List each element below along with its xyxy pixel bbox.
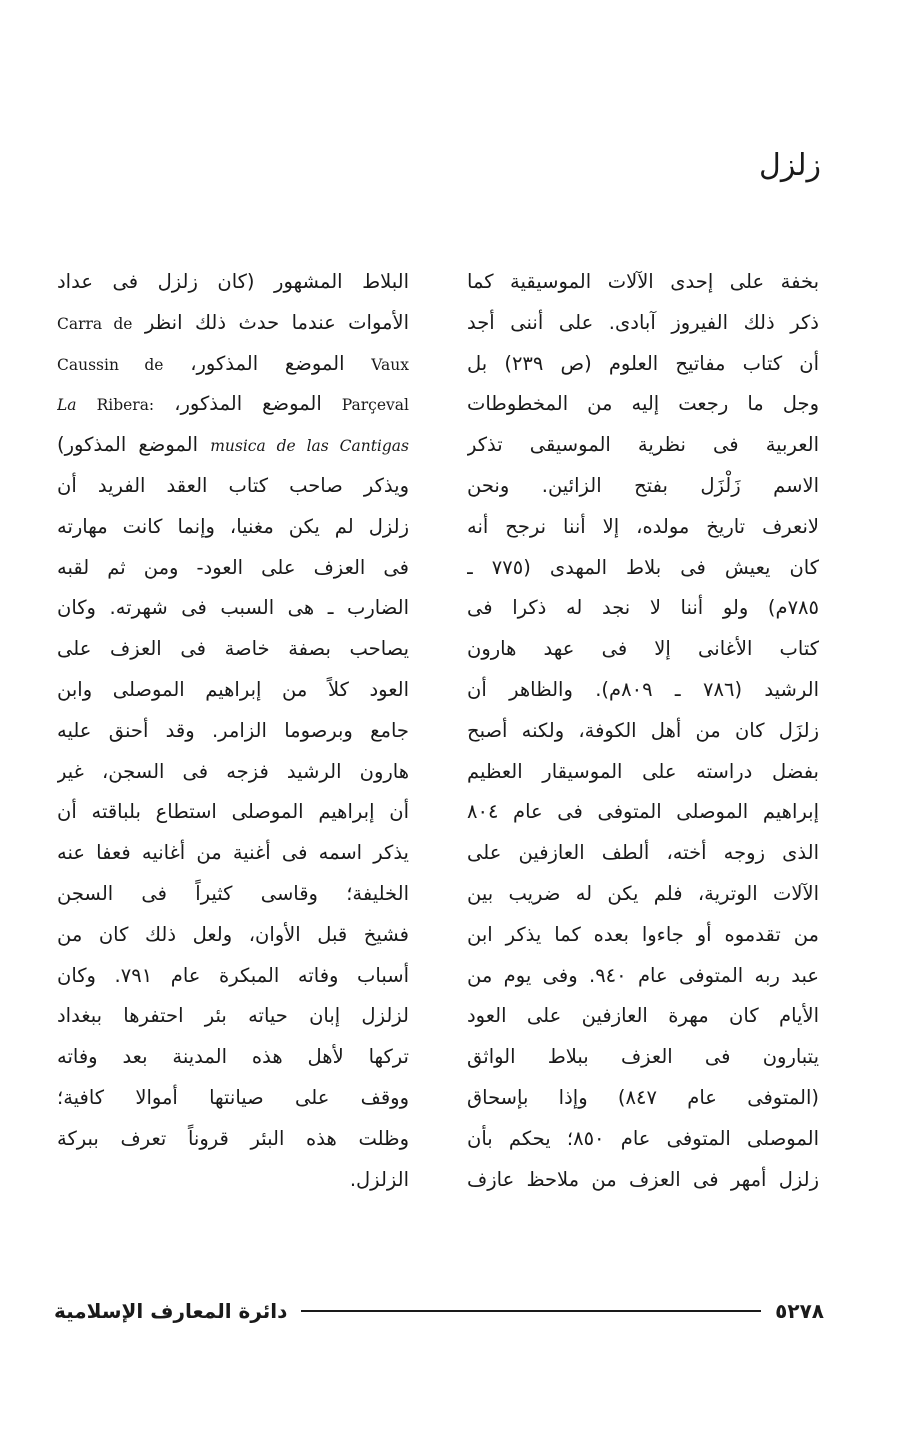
text-line: ٧٨٥م) ولو أننا لا نجد له ذكرا فى (467, 596, 819, 620)
text-line: ووقف على صيانتها أموالا كافية؛ (57, 1085, 409, 1109)
text-line-mixed (57, 425, 409, 466)
latin-citation: Parçeval (341, 396, 409, 415)
text-line: كان يعيش فى بلاط المهدى (٧٧٥ ـ (467, 555, 819, 579)
text-line: ويذكر صاحب كتاب العقد الفريد أن (57, 473, 409, 497)
latin-citation: Ribera: (96, 396, 155, 415)
text-line: تركها لأهل هذه المدينة بعد وفاته (57, 1045, 409, 1069)
page-title: زلزل (759, 148, 821, 183)
text-line: بفضل دراسته على الموسيقار العظيم (467, 759, 819, 783)
latin-citation: Carra de (57, 314, 133, 333)
publication-title: دائرة المعارف الإسلامية (54, 1299, 288, 1323)
arabic-text: الموضع المذكور، (190, 351, 345, 375)
text-line: أن إبراهيم الموصلى استطاع بلباقته أن (57, 800, 409, 824)
text-line: لانعرف تاريخ مولده، إلا أننا نرجح أنه (467, 514, 819, 538)
latin-citation: La (57, 396, 77, 415)
text-line: (المتوفى عام ٨٤٧) وإذا بإسحاق (467, 1085, 819, 1109)
latin-citation: Vaux (371, 355, 409, 374)
text-line: زلزَل كان من أهل الكوفة، ولكنه أصبح (467, 718, 819, 742)
text-line-final: الزلزل. (349, 1167, 409, 1191)
text-line: الرشيد (٧٨٦ ـ ٨٠٩م). والظاهر أن (467, 677, 819, 701)
text-line: لزلزل إبان حياته بئر احتفرها ببغداد (57, 1004, 409, 1028)
text-line: جامع وبرصوما الزامر. وقد أحنق عليه (57, 718, 409, 742)
text-line: الضارب ـ هى السبب فى شهرته. وكان (57, 596, 409, 620)
text-line: العود كلاً من إبراهيم الموصلى وابن (57, 677, 409, 701)
arabic-text: الموضع المذكور، (174, 392, 322, 416)
text-line: الآلات الوترية، فلم يكن له ضريب بين (467, 881, 819, 905)
text-line: الموصلى المتوفى عام ٨٥٠؛ يحكم بأن (467, 1126, 819, 1150)
text-line: الذى زوجه أخته، ألطف العازفين على (467, 841, 819, 865)
text-line: هارون الرشيد فزجه فى السجن، غير (57, 759, 409, 783)
text-line: عبد ربه المتوفى عام ٩٤٠. وفى يوم من (467, 963, 819, 987)
text-line: يصاحب بصفة خاصة فى العزف على (57, 637, 409, 661)
text-line-mixed (57, 303, 409, 344)
text-line: فى العزف على العود- ومن ثم لقبه (57, 555, 409, 579)
text-line: ذكر ذلك الفيروز آبادى. على أننى أجد (467, 310, 819, 334)
text-line: فشيخ قبل الأوان، ولعل ذلك كان من (57, 922, 409, 946)
text-line: من تقدموه أو جاءوا بعده كما يذكر ابن (467, 922, 819, 946)
latin-citation: musica de las Cantigas (210, 437, 409, 456)
text-line: وظلت هذه البئر قروناً تعرف ببركة (57, 1126, 409, 1150)
text-line: إبراهيم الموصلى المتوفى فى عام ٨٠٤ (467, 800, 819, 824)
text-line-mixed (57, 384, 409, 425)
text-line: العربية فى نظرية الموسيقى تذكر (467, 433, 819, 457)
footer-divider (301, 1310, 761, 1312)
text-line-mixed (57, 344, 409, 385)
page-number: ٥٢٧٨ (775, 1299, 824, 1323)
text-line: يذكر اسمه فى أغنية من أغانيه فعفا عنه (57, 841, 409, 865)
text-line: البلاط المشهور (كان زلزل فى عداد (57, 270, 409, 293)
left-column (57, 262, 409, 1200)
text-line: الاسم زَلْزَل بفتح الزائين. ونحن (467, 473, 819, 497)
right-column (467, 262, 819, 1200)
text-line: أن كتاب مفاتيح العلوم (ص ٢٣٩) بل (467, 351, 819, 375)
arabic-text: الأموات عندما حدث ذلك انظر (144, 310, 409, 334)
text-line: زلزل لم يكن مغنيا، وإنما كانت مهارته (57, 514, 409, 538)
arabic-text: الموضع المذكور) (57, 433, 199, 457)
text-line: وجل ما رجعت إليه من المخطوطات (467, 392, 819, 416)
text-line: كتاب الأغانى إلا فى عهد هارون (467, 637, 819, 661)
latin-citation: Caussin de (57, 355, 164, 374)
text-line: الخليفة؛ وقاسى كثيراً فى السجن (57, 881, 409, 905)
text-line: بخفة على إحدى الآلات الموسيقية كما (467, 270, 819, 293)
page-footer (54, 1296, 824, 1326)
text-line: يتبارون فى العزف ببلاط الواثق (467, 1045, 819, 1069)
text-line: الأيام كان مهرة العازفين على العود (467, 1004, 819, 1028)
text-line: أسباب وفاته المبكرة عام ٧٩١. وكان (57, 963, 409, 987)
text-line: زلزل أمهر فى العزف من ملاحظ عازف (467, 1167, 819, 1191)
